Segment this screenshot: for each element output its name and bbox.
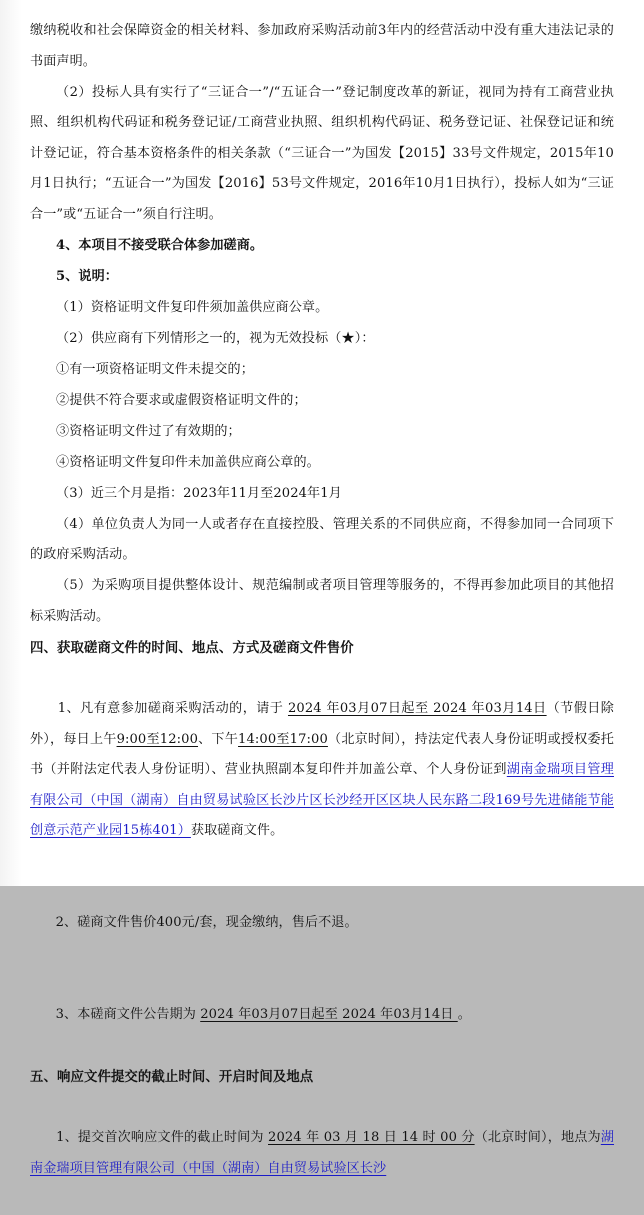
section-heading: 五、响应文件提交的截止时间、开启时间及地点 [30,1068,314,1085]
paragraph: （3）近三个月是指：2023年11月至2024年1月 [56,485,342,501]
run-text: 3、本磋商文件公告期为 [55,1007,201,1022]
run-text: 获取磋商文件。 [190,823,284,838]
section-item [30,878,614,970]
paragraph: （5）为采购项目提供整体设计、规范编制或者项目管理等服务的，不得再参加此项目的其他招标采购活动。 [30,578,614,624]
hyperlink-address[interactable]: 湖南金瑞项目管理有限公司（中国（湖南）自由贸易试验区长沙片区长沙经开区区块人民东路二段169号先进储能节能创意示范产业园15栋401） [30,762,614,838]
paragraph: （4）单位负责人为同一人或者存在直接控股、管理关系的不同供应商，不得参加同一合同项下的政府采购活动。 [30,516,614,562]
run-underline: 9:00至12:00 [116,731,199,747]
paragraph-bold: 4、本项目不接受联合体参加磋商。 [56,237,264,253]
run-text: 2、磋商文件售价400元/套，现金缴纳，售后不退。 [55,915,358,930]
run-text: 1、凡有意参加磋商采购活动的，请于 [57,701,288,716]
run-text: 、下午 [198,731,239,747]
section-heading: 四、获取磋商文件的时间、地点、方式及磋商文件售价 [30,639,354,656]
paragraph: 缴纳税收和社会保障资金的相关材料、参加政府采购活动前3年内的经营活动中没有重大违法记录的书面声明。 [30,23,614,69]
run-text: 1、提交首次响应文件的截止时间为 [56,1130,269,1145]
run-text: 。 [457,1007,471,1022]
run-text: （北京时间），持法定代表人身份证明或授权委托书（并附法定代表人身份证明）、营业执照副本复印件并加盖公章、个人身份证到 [30,731,614,777]
run-underline: 14:00至17:00 [238,731,328,747]
hyperlink-address[interactable]: 湖南金瑞项目管理有限公司（中国（湖南）自由贸易试验区长沙 [30,1130,615,1176]
paragraph: （2）投标人具有实行了“三证合一”/“五证合一”登记制度改革的新证，视同为持有工商营业执照、组织机构代码证和税务登记证/工商营业执照、组织机构代码证、税务登记证、社保登记证和统计登记证，符合基本资格条件的相关条款（“三证合一”为国发【2015】33号文件规定，2015年10月1日执行；“五证合一”为国发【2016】53号文件规定，2016年10月1日执行），投标人如为“三证合一”或“五证合一”须自行注明。 [30,84,614,222]
list-item: ①有一项资格证明文件未提交的； [56,361,254,377]
run-text: （北京时间），地点为 [474,1130,601,1145]
run-underline: 2024 年03月07日起至 2024 年03月14日 [287,701,547,716]
run-text: （节假日除外），每日上午 [30,701,614,747]
run-underline: 2024 年 03 月 18 日 14 时 00 分 [268,1130,475,1145]
paragraph-bold: 5、说明： [56,268,118,284]
section-item [30,664,614,878]
paragraph: （1）资格证明文件复印件须加盖供应商公章。 [56,299,329,315]
list-item: ③资格证明文件过了有效期的； [56,423,241,439]
section-item [30,970,614,1062]
section-item [30,1093,614,1215]
paragraph: （2）供应商有下列情形之一的，视为无效投标（★）： [56,330,375,346]
list-item: ④资格证明文件复印件未加盖供应商公章的。 [56,454,320,470]
run-underline: 2024 年03月07日起至 2024 年03月14日 [200,1007,458,1022]
document-body [30,16,614,1215]
list-item: ②提供不符合要求或虚假资格证明文件的； [56,392,307,408]
